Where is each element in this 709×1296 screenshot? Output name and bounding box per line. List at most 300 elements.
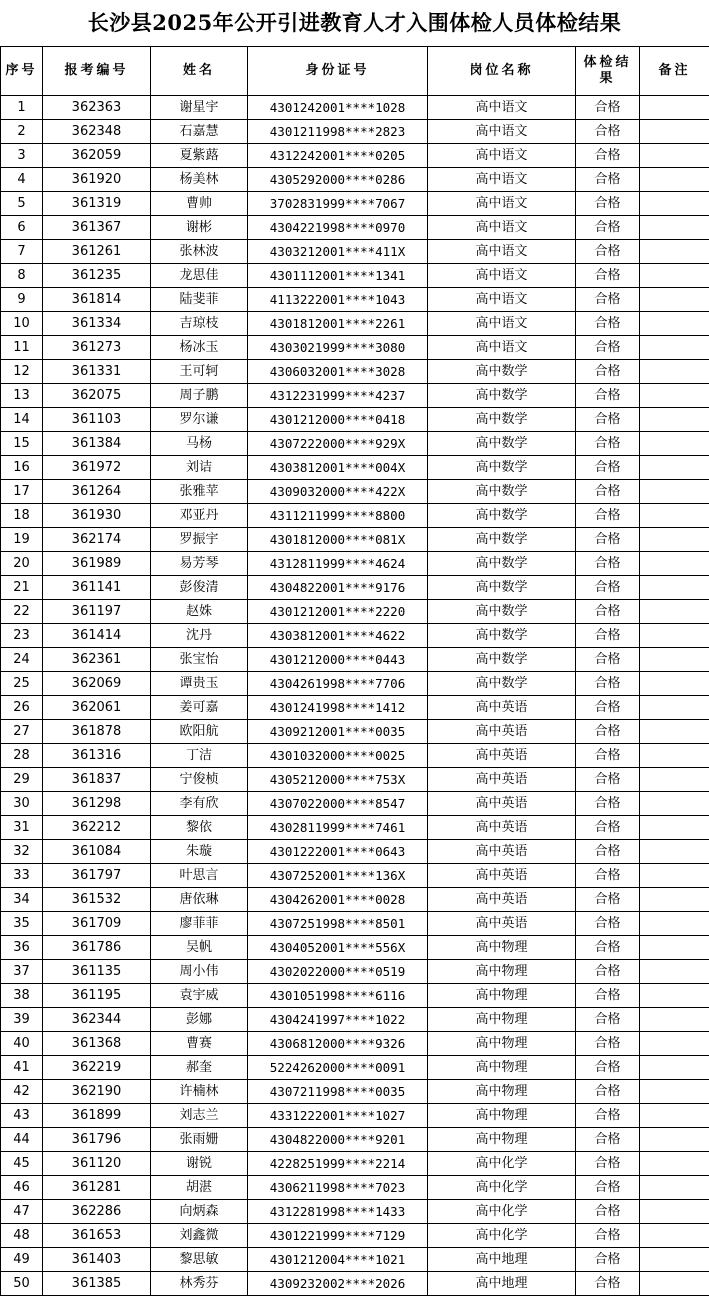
cell-position: 高中化学: [428, 1152, 576, 1176]
cell-position: 高中语文: [428, 168, 576, 192]
cell-id-no: 4305292000****0286: [248, 168, 428, 192]
cell-id-no: 4301241998****1412: [248, 696, 428, 720]
cell-result: 合格: [576, 888, 640, 912]
cell-result: 合格: [576, 1128, 640, 1152]
cell-name: 邓亚丹: [151, 504, 248, 528]
table-row: [1, 96, 709, 120]
cell-exam-no: 361384: [43, 432, 151, 456]
table-row: [1, 648, 709, 672]
cell-seq: 17: [1, 480, 43, 504]
cell-seq: 35: [1, 912, 43, 936]
table-row: [1, 264, 709, 288]
cell-seq: 4: [1, 168, 43, 192]
cell-remark: [640, 792, 709, 816]
cell-name: 廖菲菲: [151, 912, 248, 936]
table-row: [1, 576, 709, 600]
cell-remark: [640, 816, 709, 840]
cell-seq: 43: [1, 1104, 43, 1128]
header-seq: 序号: [1, 47, 43, 96]
cell-remark: [640, 1152, 709, 1176]
cell-remark: [640, 984, 709, 1008]
cell-position: 高中物理: [428, 1080, 576, 1104]
table-row: [1, 816, 709, 840]
table-row: [1, 456, 709, 480]
table-row: [1, 768, 709, 792]
cell-id-no: 4303812001****004X: [248, 456, 428, 480]
cell-position: 高中数学: [428, 432, 576, 456]
cell-remark: [640, 552, 709, 576]
cell-seq: 3: [1, 144, 43, 168]
cell-id-no: 4301212000****0418: [248, 408, 428, 432]
table-body: [1, 96, 709, 1296]
cell-id-no: 4305212000****753X: [248, 768, 428, 792]
cell-exam-no: 361878: [43, 720, 151, 744]
cell-result: 合格: [576, 720, 640, 744]
cell-result: 合格: [576, 672, 640, 696]
cell-seq: 36: [1, 936, 43, 960]
header-remark: 备注: [640, 47, 709, 96]
cell-result: 合格: [576, 1248, 640, 1272]
cell-result: 合格: [576, 1224, 640, 1248]
cell-result: 合格: [576, 1152, 640, 1176]
cell-remark: [640, 624, 709, 648]
cell-position: 高中语文: [428, 288, 576, 312]
cell-position: 高中数学: [428, 480, 576, 504]
cell-remark: [640, 528, 709, 552]
cell-id-no: 4307222000****929X: [248, 432, 428, 456]
cell-result: 合格: [576, 1104, 640, 1128]
cell-id-no: 4228251999****2214: [248, 1152, 428, 1176]
cell-exam-no: 361298: [43, 792, 151, 816]
cell-remark: [640, 1008, 709, 1032]
header-row: [1, 47, 709, 96]
cell-remark: [640, 288, 709, 312]
cell-seq: 38: [1, 984, 43, 1008]
cell-name: 宁俊桢: [151, 768, 248, 792]
cell-position: 高中物理: [428, 1104, 576, 1128]
table-row: [1, 1272, 709, 1296]
table-row: [1, 1008, 709, 1032]
cell-position: 高中语文: [428, 216, 576, 240]
cell-seq: 7: [1, 240, 43, 264]
cell-id-no: 4303812001****4622: [248, 624, 428, 648]
cell-id-no: 4304261998****7706: [248, 672, 428, 696]
table-row: [1, 312, 709, 336]
cell-name: 叶思言: [151, 864, 248, 888]
cell-result: 合格: [576, 264, 640, 288]
cell-remark: [640, 120, 709, 144]
cell-result: 合格: [576, 1176, 640, 1200]
cell-position: 高中英语: [428, 840, 576, 864]
cell-result: 合格: [576, 1056, 640, 1080]
cell-position: 高中语文: [428, 192, 576, 216]
cell-id-no: 4304221998****0970: [248, 216, 428, 240]
cell-id-no: 4309212001****0035: [248, 720, 428, 744]
cell-id-no: 4312281998****1433: [248, 1200, 428, 1224]
cell-exam-no: 361319: [43, 192, 151, 216]
cell-exam-no: 361103: [43, 408, 151, 432]
cell-id-no: 4113222001****1043: [248, 288, 428, 312]
cell-remark: [640, 1056, 709, 1080]
cell-seq: 16: [1, 456, 43, 480]
cell-id-no: 4309032000****422X: [248, 480, 428, 504]
cell-exam-no: 361334: [43, 312, 151, 336]
cell-exam-no: 362069: [43, 672, 151, 696]
cell-position: 高中化学: [428, 1200, 576, 1224]
table-row: [1, 888, 709, 912]
cell-remark: [640, 168, 709, 192]
table-row: [1, 864, 709, 888]
cell-seq: 37: [1, 960, 43, 984]
cell-remark: [640, 144, 709, 168]
cell-name: 张宝怡: [151, 648, 248, 672]
cell-name: 杨冰玉: [151, 336, 248, 360]
cell-position: 高中数学: [428, 408, 576, 432]
cell-remark: [640, 888, 709, 912]
cell-name: 沈丹: [151, 624, 248, 648]
cell-exam-no: 362363: [43, 96, 151, 120]
cell-id-no: 4301812000****081X: [248, 528, 428, 552]
cell-name: 易芳琴: [151, 552, 248, 576]
cell-remark: [640, 696, 709, 720]
table-row: [1, 1176, 709, 1200]
table-row: [1, 168, 709, 192]
cell-name: 谢星宇: [151, 96, 248, 120]
cell-seq: 23: [1, 624, 43, 648]
table-row: [1, 1224, 709, 1248]
table-row: [1, 1128, 709, 1152]
cell-result: 合格: [576, 288, 640, 312]
cell-position: 高中语文: [428, 144, 576, 168]
cell-exam-no: 362075: [43, 384, 151, 408]
cell-remark: [640, 216, 709, 240]
cell-name: 马杨: [151, 432, 248, 456]
cell-remark: [640, 1272, 709, 1296]
cell-remark: [640, 432, 709, 456]
table-row: [1, 840, 709, 864]
cell-position: 高中数学: [428, 552, 576, 576]
cell-result: 合格: [576, 144, 640, 168]
cell-remark: [640, 336, 709, 360]
cell-name: 刘志兰: [151, 1104, 248, 1128]
cell-seq: 34: [1, 888, 43, 912]
cell-seq: 9: [1, 288, 43, 312]
cell-position: 高中物理: [428, 960, 576, 984]
cell-result: 合格: [576, 984, 640, 1008]
cell-position: 高中英语: [428, 912, 576, 936]
cell-position: 高中语文: [428, 312, 576, 336]
table-row: [1, 360, 709, 384]
cell-seq: 29: [1, 768, 43, 792]
table-row: [1, 720, 709, 744]
cell-exam-no: 361814: [43, 288, 151, 312]
table-row: [1, 384, 709, 408]
cell-position: 高中语文: [428, 96, 576, 120]
table-row: [1, 552, 709, 576]
cell-id-no: 4301212004****1021: [248, 1248, 428, 1272]
cell-seq: 28: [1, 744, 43, 768]
cell-exam-no: 361709: [43, 912, 151, 936]
cell-result: 合格: [576, 1008, 640, 1032]
cell-name: 彭俊清: [151, 576, 248, 600]
cell-result: 合格: [576, 576, 640, 600]
cell-seq: 14: [1, 408, 43, 432]
cell-id-no: 4309232002****2026: [248, 1272, 428, 1296]
cell-remark: [640, 96, 709, 120]
cell-exam-no: 361084: [43, 840, 151, 864]
table-row: [1, 696, 709, 720]
cell-name: 谢彬: [151, 216, 248, 240]
cell-position: 高中数学: [428, 384, 576, 408]
cell-remark: [640, 408, 709, 432]
table-row: [1, 672, 709, 696]
cell-exam-no: 362348: [43, 120, 151, 144]
cell-remark: [640, 1128, 709, 1152]
cell-id-no: 4301032000****0025: [248, 744, 428, 768]
cell-exam-no: 362061: [43, 696, 151, 720]
cell-seq: 33: [1, 864, 43, 888]
cell-name: 姜可嘉: [151, 696, 248, 720]
cell-id-no: 4312242001****0205: [248, 144, 428, 168]
cell-seq: 8: [1, 264, 43, 288]
cell-exam-no: 362286: [43, 1200, 151, 1224]
table-row: [1, 504, 709, 528]
cell-id-no: 4312231999****4237: [248, 384, 428, 408]
cell-id-no: 4304052001****556X: [248, 936, 428, 960]
cell-id-no: 4307022000****8547: [248, 792, 428, 816]
cell-remark: [640, 648, 709, 672]
cell-id-no: 4306812000****9326: [248, 1032, 428, 1056]
table-row: [1, 120, 709, 144]
cell-name: 郝奎: [151, 1056, 248, 1080]
cell-remark: [640, 384, 709, 408]
cell-seq: 26: [1, 696, 43, 720]
cell-seq: 2: [1, 120, 43, 144]
cell-id-no: 4311211999****8800: [248, 504, 428, 528]
cell-name: 罗振宇: [151, 528, 248, 552]
cell-remark: [640, 1104, 709, 1128]
cell-position: 高中数学: [428, 600, 576, 624]
cell-position: 高中数学: [428, 528, 576, 552]
cell-result: 合格: [576, 792, 640, 816]
cell-seq: 1: [1, 96, 43, 120]
cell-seq: 18: [1, 504, 43, 528]
cell-remark: [640, 936, 709, 960]
cell-name: 林秀芬: [151, 1272, 248, 1296]
cell-seq: 31: [1, 816, 43, 840]
cell-id-no: 4307252001****136X: [248, 864, 428, 888]
cell-id-no: 4302811999****7461: [248, 816, 428, 840]
table-row: [1, 240, 709, 264]
cell-remark: [640, 1176, 709, 1200]
cell-name: 李有欣: [151, 792, 248, 816]
cell-name: 刘鑫微: [151, 1224, 248, 1248]
cell-result: 合格: [576, 504, 640, 528]
cell-remark: [640, 1248, 709, 1272]
cell-name: 吉琼枝: [151, 312, 248, 336]
cell-id-no: 4301242001****1028: [248, 96, 428, 120]
cell-seq: 44: [1, 1128, 43, 1152]
cell-seq: 48: [1, 1224, 43, 1248]
cell-exam-no: 362059: [43, 144, 151, 168]
cell-exam-no: 361197: [43, 600, 151, 624]
cell-name: 许楠林: [151, 1080, 248, 1104]
cell-position: 高中地理: [428, 1248, 576, 1272]
cell-result: 合格: [576, 480, 640, 504]
cell-remark: [640, 768, 709, 792]
cell-result: 合格: [576, 240, 640, 264]
cell-name: 张雅苹: [151, 480, 248, 504]
cell-seq: 32: [1, 840, 43, 864]
cell-seq: 41: [1, 1056, 43, 1080]
table-row: [1, 912, 709, 936]
cell-name: 周小伟: [151, 960, 248, 984]
cell-remark: [640, 1200, 709, 1224]
cell-id-no: 4301112001****1341: [248, 264, 428, 288]
cell-id-no: 4331222001****1027: [248, 1104, 428, 1128]
cell-seq: 42: [1, 1080, 43, 1104]
cell-name: 向炳森: [151, 1200, 248, 1224]
cell-seq: 15: [1, 432, 43, 456]
table-row: [1, 192, 709, 216]
cell-seq: 27: [1, 720, 43, 744]
cell-exam-no: 361532: [43, 888, 151, 912]
cell-remark: [640, 504, 709, 528]
cell-exam-no: 361899: [43, 1104, 151, 1128]
cell-exam-no: 362174: [43, 528, 151, 552]
cell-id-no: 4303021999****3080: [248, 336, 428, 360]
cell-name: 谭贵玉: [151, 672, 248, 696]
cell-remark: [640, 864, 709, 888]
cell-result: 合格: [576, 840, 640, 864]
cell-seq: 39: [1, 1008, 43, 1032]
cell-exam-no: 361385: [43, 1272, 151, 1296]
cell-name: 赵姝: [151, 600, 248, 624]
cell-exam-no: 361273: [43, 336, 151, 360]
cell-result: 合格: [576, 360, 640, 384]
cell-remark: [640, 720, 709, 744]
cell-exam-no: 361264: [43, 480, 151, 504]
cell-result: 合格: [576, 312, 640, 336]
cell-remark: [640, 456, 709, 480]
table-row: [1, 408, 709, 432]
cell-position: 高中英语: [428, 888, 576, 912]
cell-remark: [640, 576, 709, 600]
cell-result: 合格: [576, 432, 640, 456]
table-row: [1, 1200, 709, 1224]
table-row: [1, 1080, 709, 1104]
cell-position: 高中英语: [428, 744, 576, 768]
cell-remark: [640, 912, 709, 936]
cell-result: 合格: [576, 696, 640, 720]
cell-result: 合格: [576, 624, 640, 648]
cell-seq: 25: [1, 672, 43, 696]
cell-id-no: 4306211998****7023: [248, 1176, 428, 1200]
table-row: [1, 1032, 709, 1056]
cell-seq: 45: [1, 1152, 43, 1176]
cell-result: 合格: [576, 1032, 640, 1056]
table-row: [1, 984, 709, 1008]
cell-id-no: 4304822001****9176: [248, 576, 428, 600]
cell-id-no: 4303212001****411X: [248, 240, 428, 264]
cell-seq: 6: [1, 216, 43, 240]
cell-name: 石嘉慧: [151, 120, 248, 144]
cell-position: 高中数学: [428, 624, 576, 648]
cell-seq: 50: [1, 1272, 43, 1296]
cell-remark: [640, 480, 709, 504]
cell-result: 合格: [576, 864, 640, 888]
cell-exam-no: 361195: [43, 984, 151, 1008]
cell-position: 高中语文: [428, 264, 576, 288]
cell-name: 刘诘: [151, 456, 248, 480]
table-row: [1, 936, 709, 960]
cell-id-no: 5224262000****0091: [248, 1056, 428, 1080]
cell-result: 合格: [576, 768, 640, 792]
cell-exam-no: 361653: [43, 1224, 151, 1248]
cell-remark: [640, 1224, 709, 1248]
cell-name: 王可轲: [151, 360, 248, 384]
cell-result: 合格: [576, 1200, 640, 1224]
cell-position: 高中化学: [428, 1176, 576, 1200]
cell-name: 欧阳航: [151, 720, 248, 744]
cell-name: 龙思佳: [151, 264, 248, 288]
cell-position: 高中语文: [428, 240, 576, 264]
cell-name: 张林波: [151, 240, 248, 264]
cell-position: 高中物理: [428, 1056, 576, 1080]
cell-position: 高中语文: [428, 120, 576, 144]
cell-result: 合格: [576, 936, 640, 960]
cell-name: 周子鹏: [151, 384, 248, 408]
cell-remark: [640, 600, 709, 624]
table-row: [1, 528, 709, 552]
table-row: [1, 288, 709, 312]
cell-position: 高中地理: [428, 1272, 576, 1296]
cell-seq: 11: [1, 336, 43, 360]
cell-position: 高中物理: [428, 1032, 576, 1056]
cell-position: 高中语文: [428, 336, 576, 360]
table-row: [1, 744, 709, 768]
cell-seq: 10: [1, 312, 43, 336]
cell-exam-no: 361797: [43, 864, 151, 888]
cell-seq: 47: [1, 1200, 43, 1224]
table-row: [1, 336, 709, 360]
cell-seq: 46: [1, 1176, 43, 1200]
cell-seq: 13: [1, 384, 43, 408]
cell-exam-no: 362190: [43, 1080, 151, 1104]
cell-position: 高中数学: [428, 576, 576, 600]
cell-result: 合格: [576, 384, 640, 408]
table-row: [1, 480, 709, 504]
cell-remark: [640, 312, 709, 336]
cell-id-no: 4304262001****0028: [248, 888, 428, 912]
cell-exam-no: 361120: [43, 1152, 151, 1176]
cell-position: 高中数学: [428, 648, 576, 672]
cell-name: 谢锐: [151, 1152, 248, 1176]
cell-id-no: 4312811999****4624: [248, 552, 428, 576]
table-row: [1, 144, 709, 168]
cell-seq: 5: [1, 192, 43, 216]
cell-result: 合格: [576, 816, 640, 840]
table-row: [1, 432, 709, 456]
cell-position: 高中英语: [428, 864, 576, 888]
cell-remark: [640, 672, 709, 696]
cell-exam-no: 362219: [43, 1056, 151, 1080]
cell-id-no: 4307251998****8501: [248, 912, 428, 936]
cell-exam-no: 361414: [43, 624, 151, 648]
cell-id-no: 4302022000****0519: [248, 960, 428, 984]
cell-exam-no: 361235: [43, 264, 151, 288]
cell-name: 彭娜: [151, 1008, 248, 1032]
